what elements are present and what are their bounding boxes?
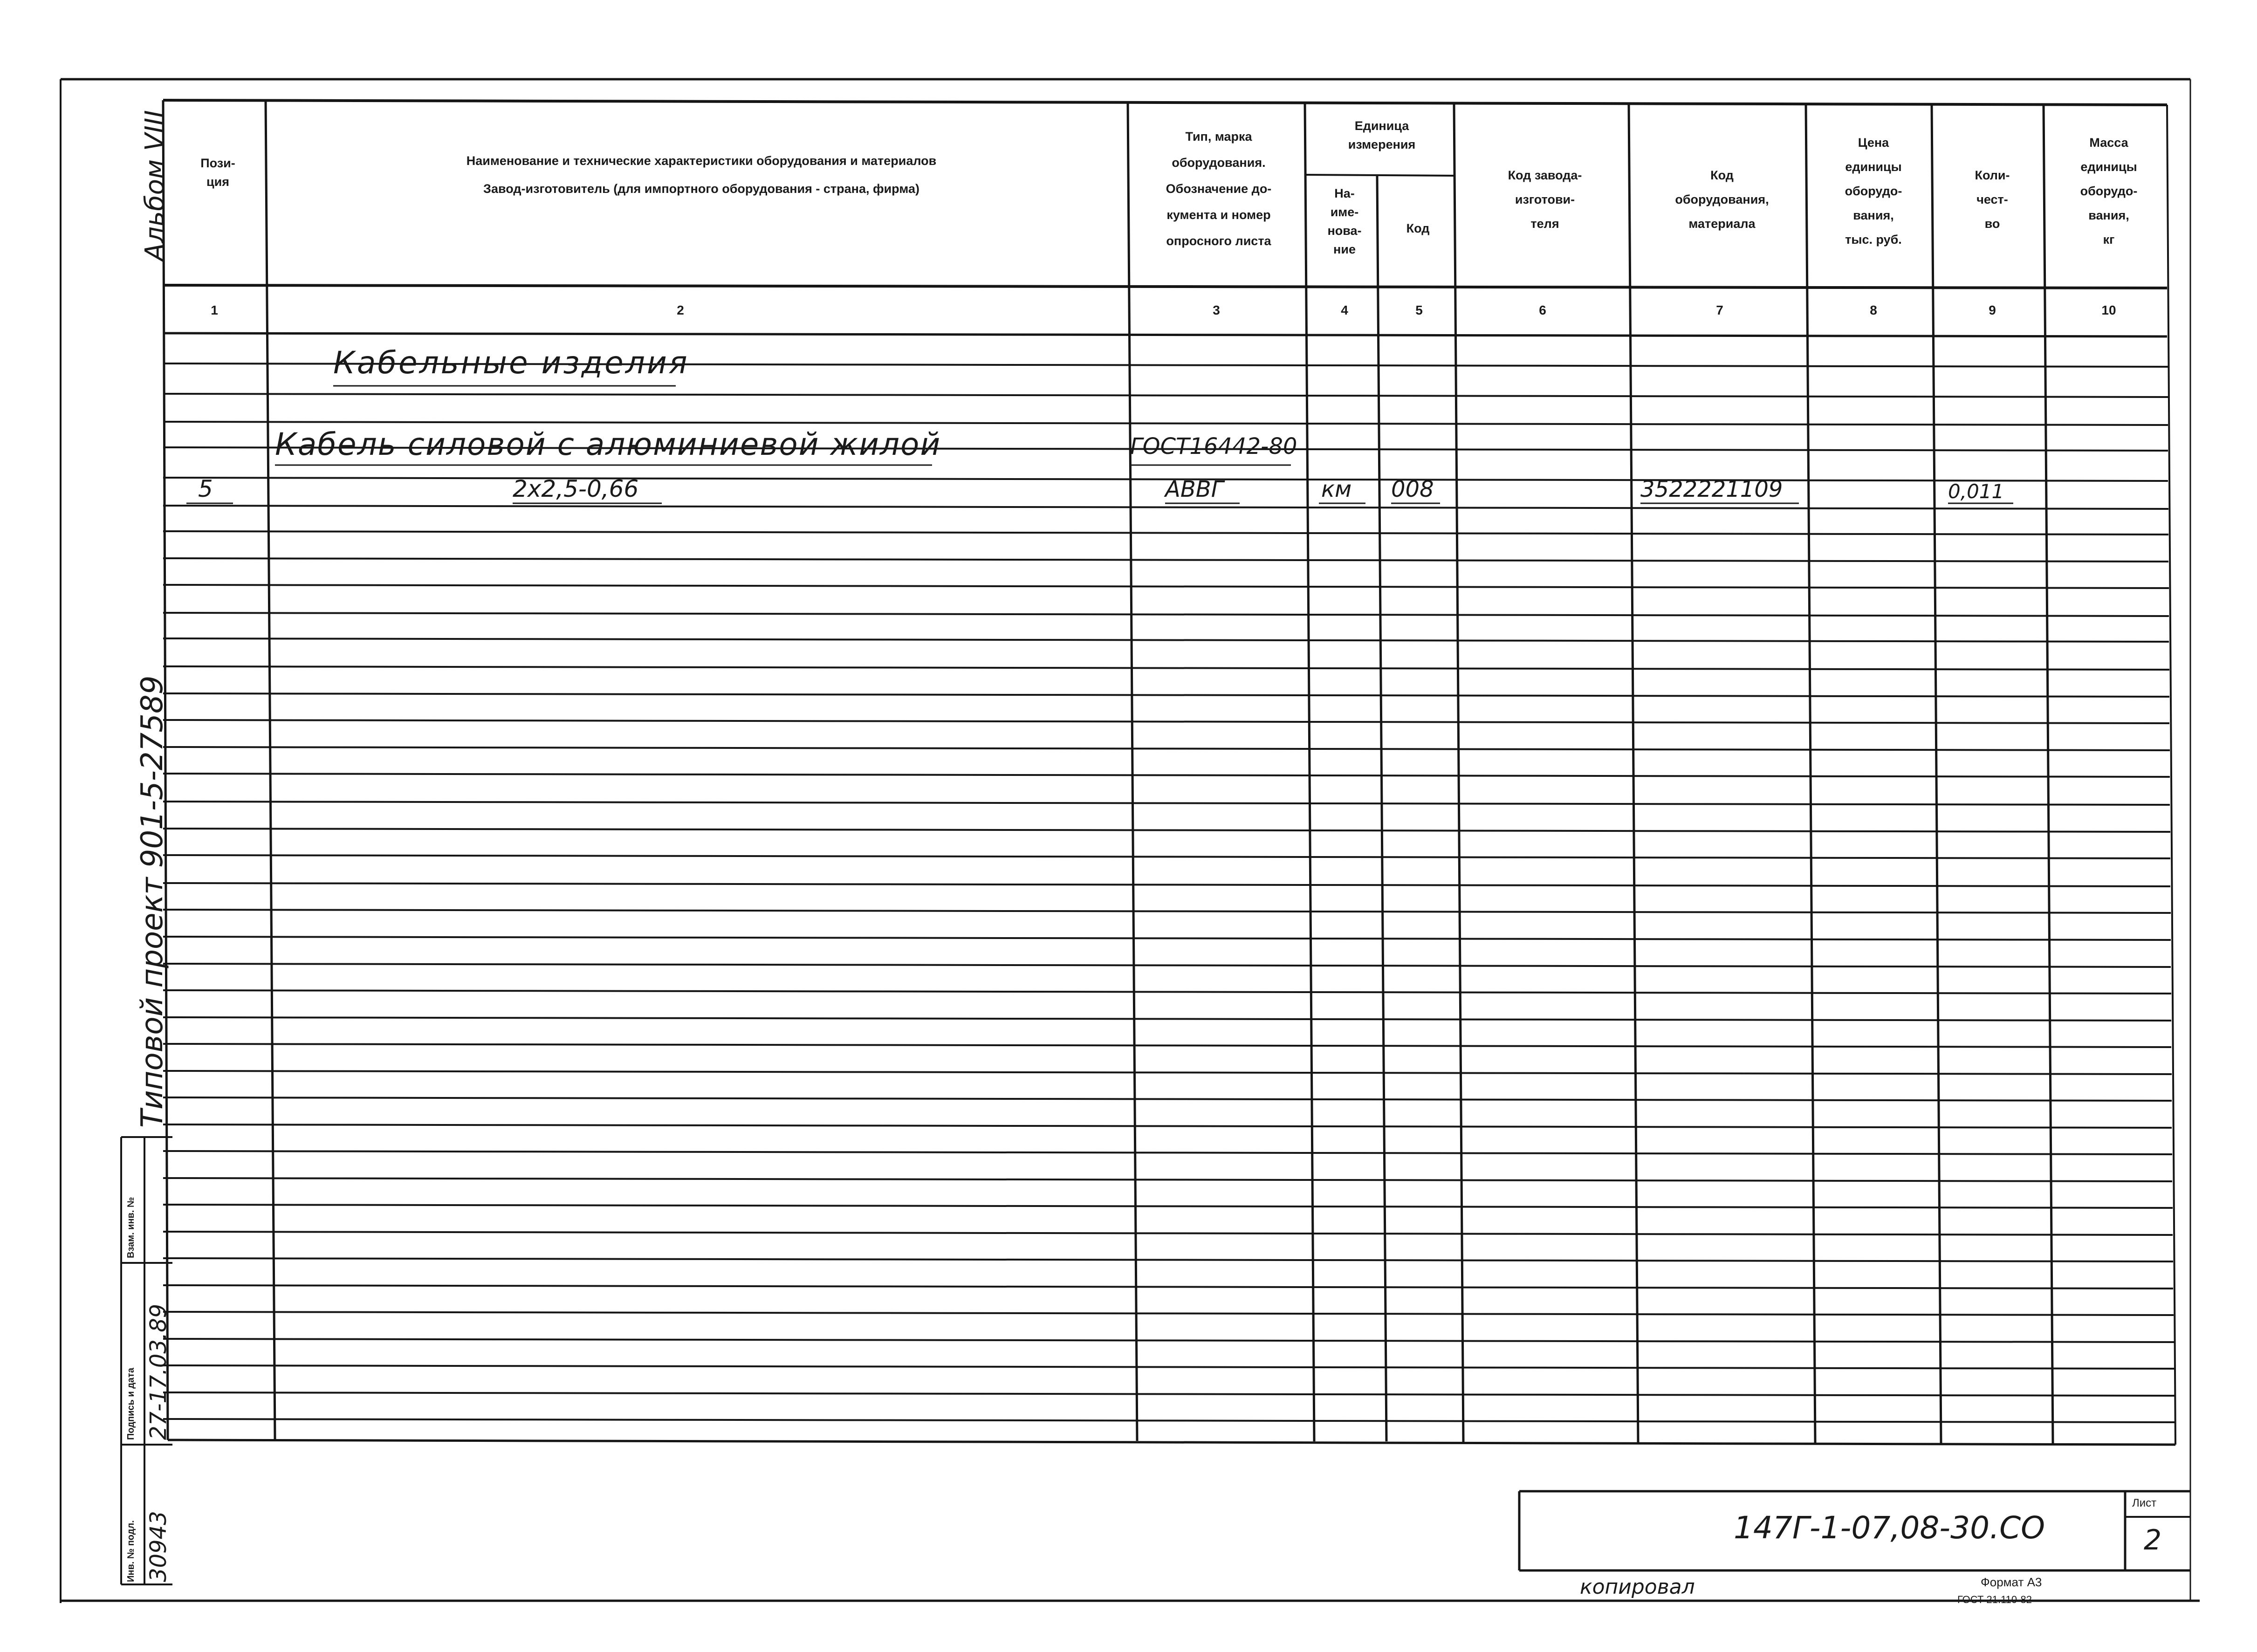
header-unit-code: Код (1406, 221, 1430, 235)
item-type: АВВГ (1165, 476, 1224, 502)
inv-podl-value: 30943 (145, 1511, 172, 1582)
header-name-line1: Наименование и технические характеристики оборудования и материалов (466, 154, 937, 168)
section-title: Кабельные изделия (333, 345, 689, 381)
header-quantity: Коли- чест- во (1975, 168, 2010, 231)
header-position: Пози- ция (200, 156, 235, 189)
podpis-value: 27-17.03.89 (145, 1303, 172, 1440)
colnum-10: 10 (2101, 303, 2116, 317)
item-position: 5 (198, 475, 213, 502)
copied-label: копировал (1580, 1575, 1695, 1599)
item-unit-code: 008 (1391, 476, 1434, 502)
header-mass: Масса единицы оборудо- вания, кг (2080, 136, 2138, 247)
album-label: Альбом VIII (140, 110, 170, 261)
colnum-7: 7 (1716, 303, 1723, 317)
colnum-5: 5 (1415, 303, 1423, 317)
colnum-4: 4 (1341, 303, 1348, 317)
item-unit: км (1321, 476, 1352, 502)
header-factory-code: Код завода- изготови- теля (1508, 168, 1582, 231)
colnum-2: 2 (677, 303, 684, 317)
header-price: Цена единицы оборудо- вания, тыс. руб. (1845, 136, 1902, 247)
format-label: Формат А3 (1981, 1575, 2042, 1589)
header-equipment-code: Код оборудования, материала (1675, 168, 1769, 231)
project-label: Типовой проект 901-5-27589 (135, 675, 170, 1128)
item-gost: ГОСТ16442-80 (1130, 433, 1297, 459)
colnum-8: 8 (1870, 303, 1877, 317)
inv-podl-label: Инв. № подл. (126, 1520, 136, 1582)
colnum-3: 3 (1213, 303, 1220, 317)
sheet-number: 2 (2144, 1524, 2162, 1556)
sheet-label: Лист (2132, 1497, 2157, 1509)
item-name: Кабель силовой с алюминиевой жилой (275, 426, 941, 462)
vzam-inv-label: Взам. инв. № (126, 1197, 136, 1258)
doc-code: 147Г-1-07,08-30.СО (1734, 1510, 2045, 1546)
header-unit: Единица измерения (1348, 119, 1416, 151)
item-spec: 2х2,5-0,66 (513, 475, 639, 502)
header-type: Тип, марка оборудования. Обозначение до- кумента и номер опросного листа (1166, 130, 1272, 248)
header-name-line2: Завод-изготовитель (для импортного оборудования - страна, фирма) (483, 182, 919, 196)
item-material-code: 3522221109 (1640, 476, 1783, 502)
colnum-6: 6 (1539, 303, 1546, 317)
header-unit-name: На- име- нова- ние (1327, 186, 1362, 256)
colnum-1: 1 (211, 303, 218, 317)
gost-footer: ГОСТ 21.110-82 (1957, 1594, 2032, 1605)
item-quantity: 0,011 (1948, 480, 2004, 503)
podpis-label: Подпись и дата (126, 1368, 136, 1440)
colnum-9: 9 (1989, 303, 1996, 317)
